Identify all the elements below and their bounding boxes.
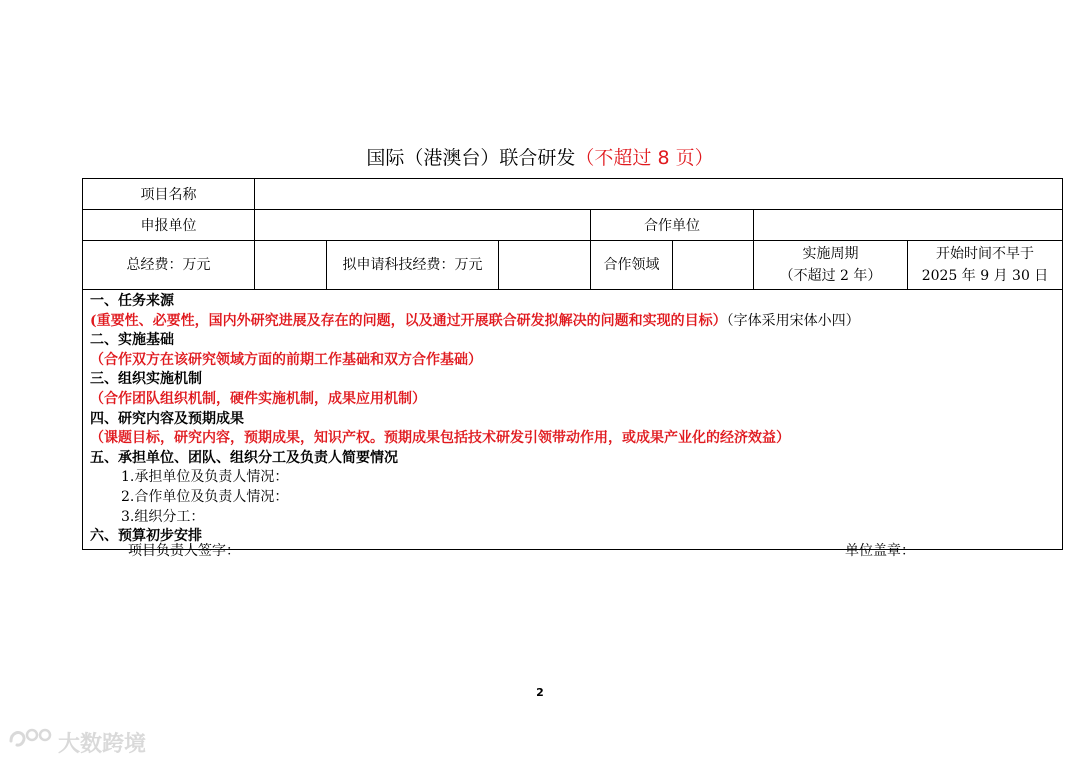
total-funds-field[interactable] [255, 241, 327, 290]
section-1-note [90, 312, 1062, 332]
applicant-label: 申报单位 [83, 210, 255, 241]
section-4-heading: 四、研究内容及预期成果 [90, 410, 244, 427]
content-area[interactable] [83, 290, 1063, 550]
partner-field[interactable] [754, 210, 1063, 241]
project-name-label: 项目名称 [83, 179, 255, 210]
page-title [0, 145, 1080, 171]
tech-funds-label: 拟申请科技经费：万元 [327, 241, 499, 290]
watermark [8, 724, 146, 760]
coop-field-label: 合作领域 [591, 241, 673, 290]
start-date-line2: 2025 年 9 月 30 日 [921, 268, 1049, 284]
application-form-table [82, 178, 1063, 550]
section-1-heading: 一、任务来源 [90, 293, 174, 309]
tech-funds-field[interactable] [499, 241, 591, 290]
start-date-line1: 开始时间不早于 [936, 246, 1034, 262]
unit-seal-label: 单位盖章： [845, 543, 915, 559]
section-5-item-1: 1.承担单位及负责人情况： [121, 469, 289, 486]
section-1-note-font: （字体采用宋体小四） [726, 312, 860, 329]
title-main: 国际（港澳台）联合研发 [366, 147, 576, 169]
section-2-note: （合作双方在该研究领域方面的前期工作基础和双方合作基础） [90, 351, 482, 368]
title-page-limit: （不超过 8 页） [575, 147, 714, 169]
section-3-heading: 三、组织实施机制 [90, 371, 202, 388]
watermark-text: 大数跨境 [58, 731, 147, 757]
section-3-note: （合作团队组织机制，硬件实施机制，成果应用机制） [90, 390, 426, 407]
row-funds [83, 241, 1063, 290]
coop-field-input[interactable] [673, 241, 754, 290]
period-label-line1: 实施周期 [802, 246, 859, 262]
row-content [83, 290, 1063, 550]
partner-label: 合作单位 [591, 210, 754, 241]
period-label [754, 241, 908, 290]
row-project-name [83, 179, 1063, 210]
section-5-item-3: 3.组织分工： [121, 508, 205, 525]
start-date-label [908, 241, 1063, 290]
leader-signature-label: 项目负责人签字： [128, 543, 240, 559]
section-2-heading: 二、实施基础 [90, 332, 174, 349]
section-5-item-2: 2.合作单位及负责人情况： [121, 488, 289, 505]
section-1-note-red: (重要性、必要性，国内外研究进展及存在的问题，以及通过开展联合研发拟解决的问题和实现的目标） [90, 312, 727, 329]
project-name-field[interactable] [255, 179, 1063, 210]
row-applicant [83, 210, 1063, 241]
page-number: 2 [536, 686, 544, 699]
applicant-field[interactable] [255, 210, 591, 241]
section-6-heading: 六、预算初步安排 [90, 528, 202, 545]
total-funds-label: 总经费：万元 [83, 241, 255, 290]
section-4-note: （课题目标，研究内容，预期成果，知识产权。预期成果包括技术研发引领带动作用，或成果产业化的经济效益） [90, 430, 790, 447]
section-5-heading: 五、承担单位、团队、组织分工及负责人简要情况 [90, 449, 398, 466]
watermark-logo-icon [8, 727, 54, 757]
period-label-line2: （不超过 2 年） [779, 268, 882, 284]
